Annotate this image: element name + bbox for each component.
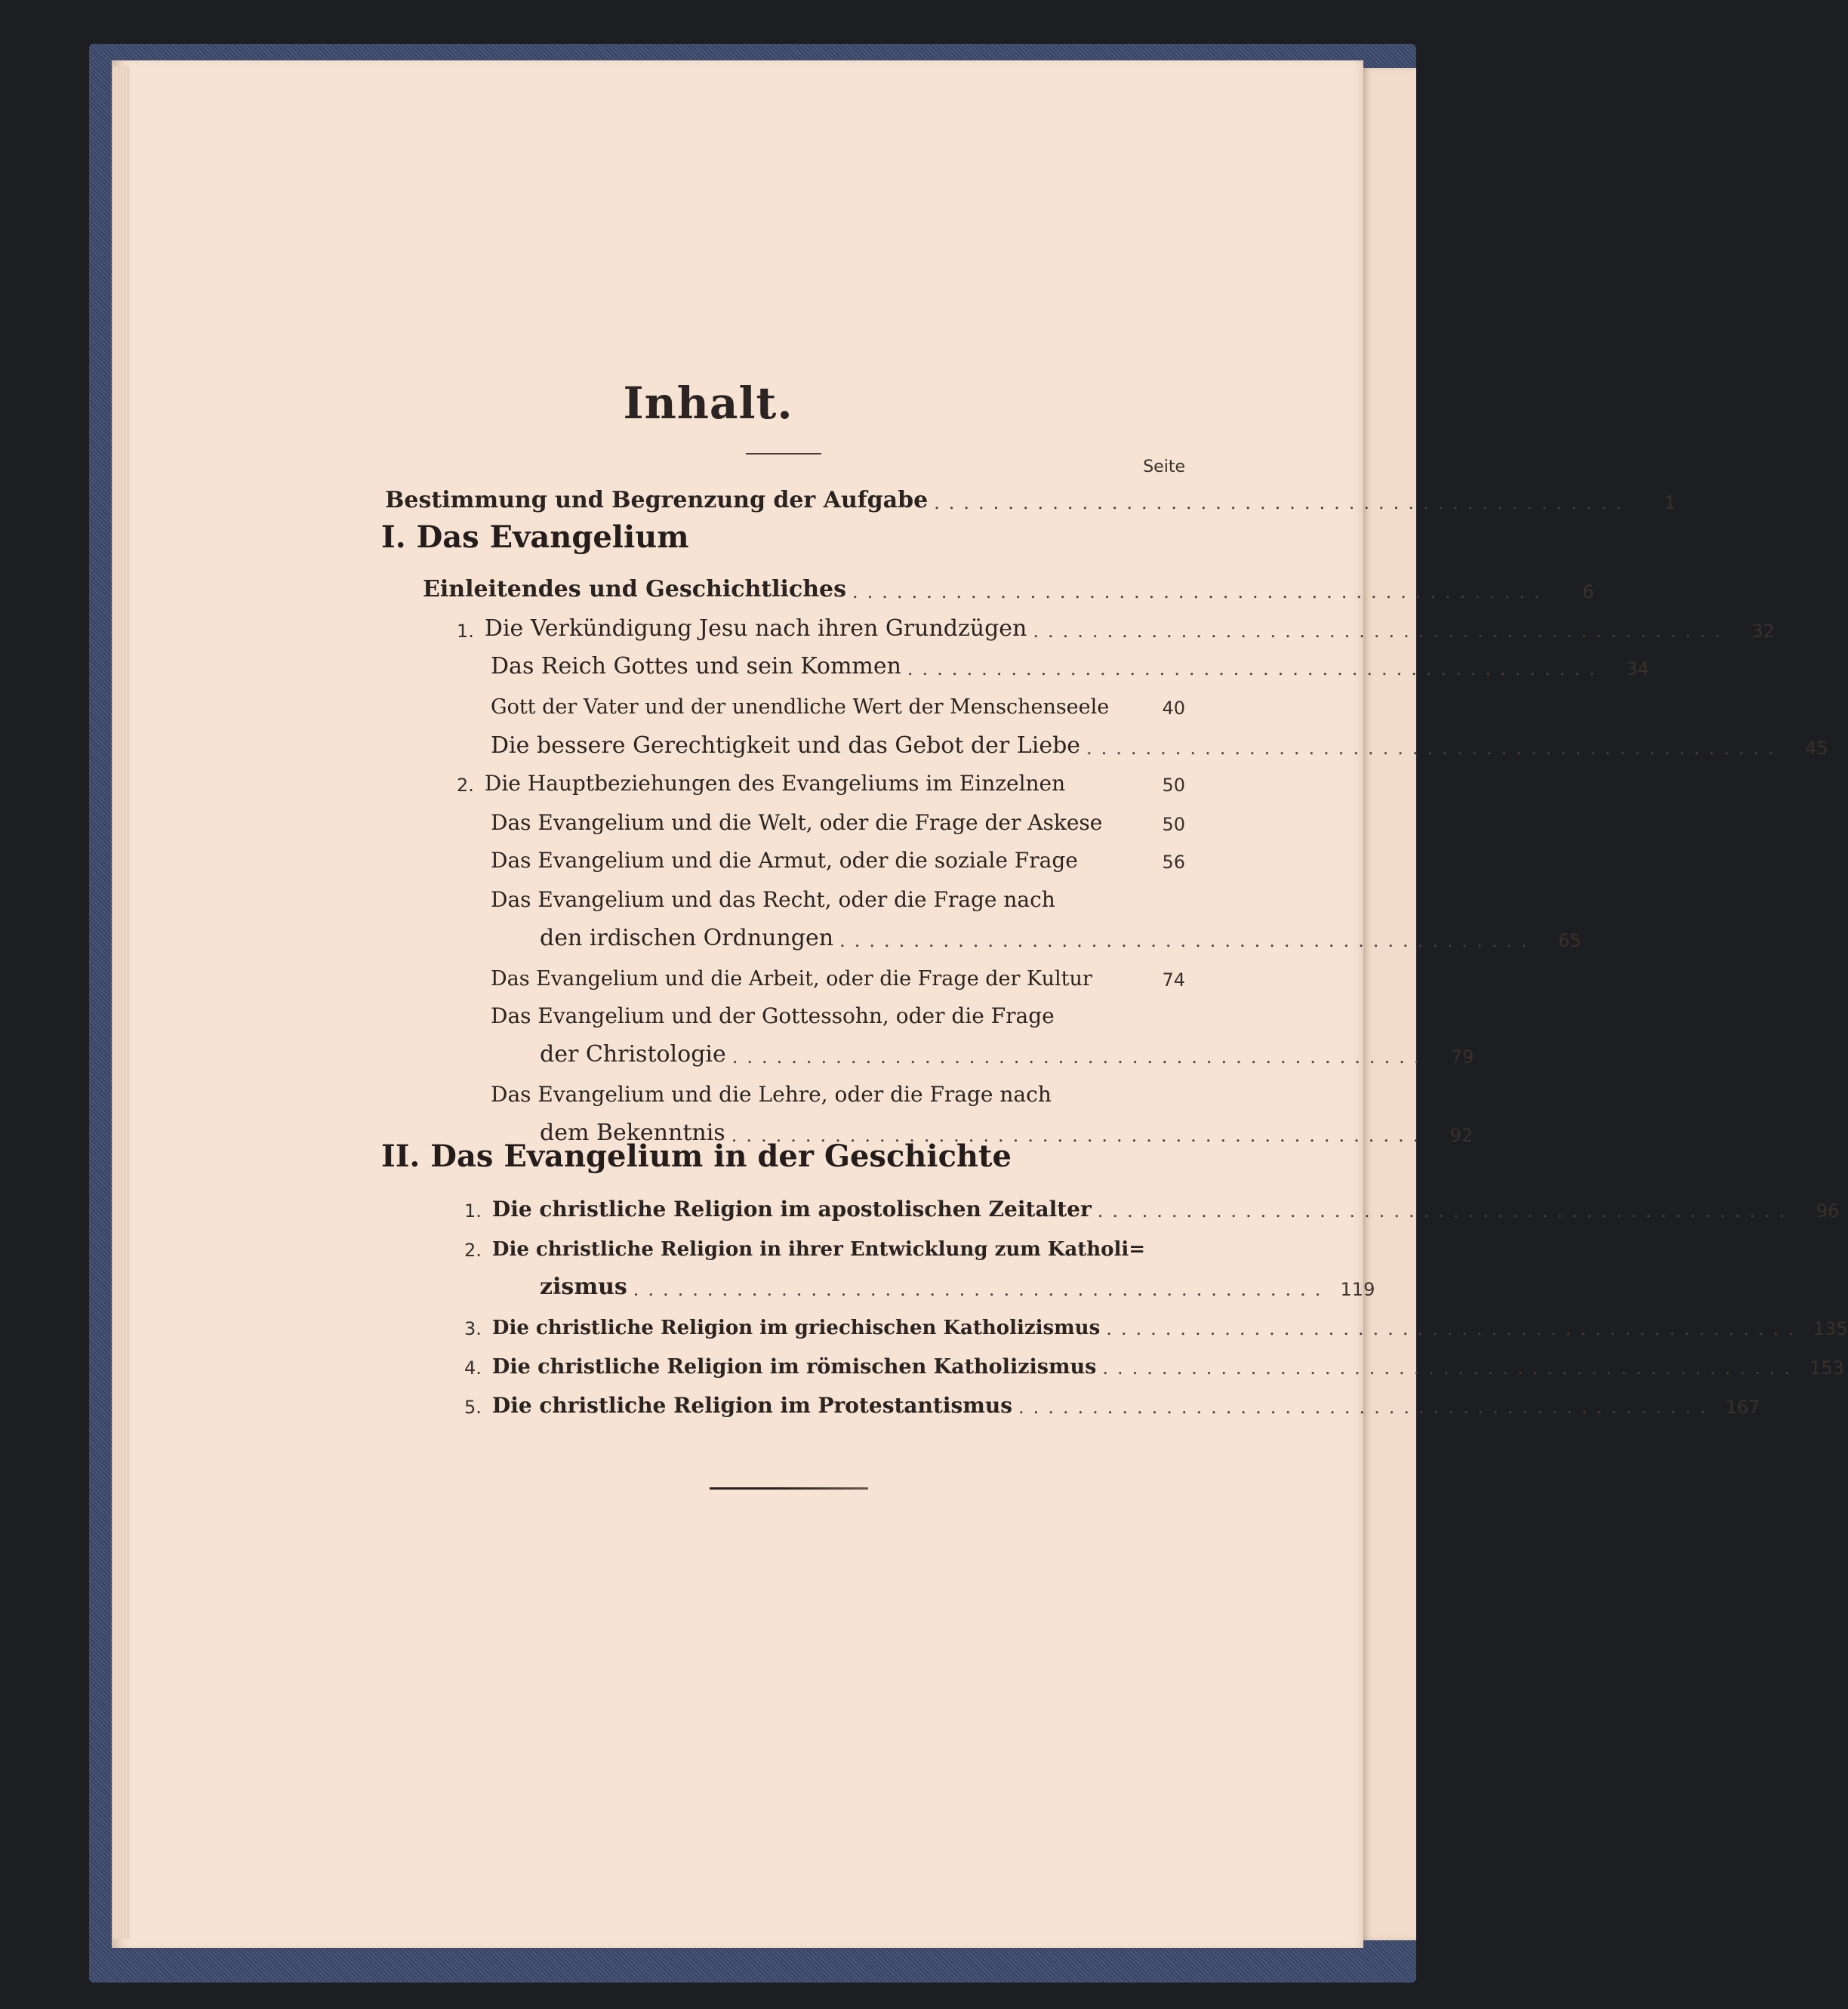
toc-entry-page: 153 [1810,1357,1844,1379]
toc-entry-entwicklung-line1 [464,1223,1185,1261]
toc-entry-recht-line2 [540,914,1582,951]
toc-entry-page: 1 [1664,492,1676,513]
dot-leader: ............................................... [633,1279,1330,1300]
toc-entry-text: der Christologie [540,1041,726,1068]
toc-entry-text: Das Evangelium und die Arbeit, oder die Frage der Kultur [491,967,1092,991]
toc-entry-protestantismus [464,1380,1760,1418]
toc-entry-text: Das Evangelium und der Gottessohn, oder die Frage [491,1003,1055,1028]
toc-entry-page: 135 [1813,1318,1848,1339]
toc-entry-page: 6 [1582,581,1594,602]
toc-entry-hauptbeziehungen [457,758,1185,796]
toc-entry-text: Die Hauptbeziehungen des Evangeliums im Einzelnen [484,771,1066,796]
toc-entry-page: 32 [1751,621,1775,642]
toc-entry-text: den irdischen Ordnungen [540,925,834,951]
toc-entry-page: 34 [1625,658,1649,679]
toc-entry-gott-der-vater [491,681,1185,719]
dot-leader: ............................................... [907,658,1604,679]
toc-entry-page: 56 [1162,852,1185,873]
section-heading-1: I. Das Evangelium [381,519,689,555]
toc-entry-number: 2. [457,775,474,796]
toc-entry-entwicklung-line2 [540,1262,1375,1300]
toc-entry-page: 65 [1558,930,1582,951]
toc-entry-text: Die bessere Gerechtigkeit und das Gebot der Liebe [491,732,1081,759]
toc-entry-text: Das Evangelium und die Armut, oder die soziale Frage [491,848,1078,873]
toc-entry-text: Bestimmung und Begrenzung der Aufgabe [385,487,929,513]
toc-entry-page: 96 [1816,1200,1840,1222]
toc-entry-text: Das Evangelium und die Welt, oder die Frage der Askese [491,810,1103,835]
toc-entry-number: 1. [457,621,474,642]
toc-entry-text: Die christliche Religion im apostolischen Zeitalter [491,1197,1092,1222]
toc-entry-apostolisch [464,1184,1840,1222]
toc-entry-number: 1. [464,1200,482,1222]
toc-entry-text: Die Verkündigung Jesu nach ihren Grundzügen [484,615,1027,642]
toc-entry-page: 74 [1162,969,1185,991]
toc-entry-soziale-frage [491,835,1185,873]
toc-entry-page: 50 [1162,775,1185,796]
dot-leader: ............................................... [839,930,1536,951]
dot-leader: ............................................... [1097,1200,1794,1222]
toc-entry-recht-line1 [491,874,1140,912]
toc-entry-page: 167 [1725,1397,1760,1418]
toc-entry-griechisch [464,1302,1848,1339]
dot-leader: ............................................... [1033,621,1729,642]
toc-entry-bestimmung [385,476,1676,513]
toc-entry-kultur [491,953,1185,991]
toc-entry-text: Die christliche Religion im Protestantismus [491,1393,1012,1418]
toc-entry-text: Einleitendes und Geschichtliches [423,576,847,602]
toc-entry-text: Die christliche Religion im griechischen Katholizismus [491,1317,1101,1339]
toc-entry-text: Das Evangelium und das Recht, oder die Frage nach [491,887,1055,912]
section-heading-2: II. Das Evangelium in der Geschichte [381,1139,1012,1174]
toc-entry-page: 45 [1805,738,1828,759]
closing-rule [710,1487,868,1490]
toc-entry-reich-gottes [491,642,1649,679]
toc-entry-page: 79 [1450,1046,1474,1068]
toc-entry-verkuendigung [457,604,1775,642]
toc-entry-roemisch [464,1341,1844,1379]
toc-entry-text: Die christliche Religion im römischen Katholizismus [491,1355,1097,1379]
toc-entry-einleitendes [423,565,1594,602]
toc-entry-askese [491,797,1185,835]
toc-entry-page: 40 [1162,698,1185,719]
toc-entry-bessere-gerechtigkeit [491,721,1828,759]
toc-entry-page: 92 [1449,1125,1474,1146]
toc-entry-lehre-line1 [491,1069,1140,1107]
toc-entry-gottessohn-line1 [491,991,1140,1028]
dot-leader: ............................................... [732,1046,1429,1068]
dot-leader: ............................................... [1106,1318,1803,1339]
toc-entry-number: 3. [464,1318,482,1339]
dot-leader: ............................................... [852,581,1549,602]
toc-entry-text: Das Reich Gottes und sein Kommen [491,653,901,679]
dot-leader: ............................................... [1086,738,1783,759]
toc-entry-text: dem Bekenntnis [540,1120,725,1146]
toc-entry-number: 5. [464,1397,482,1418]
page-title: Inhalt. [623,377,793,429]
dot-leader: ............................................... [934,492,1631,513]
toc-entry-number: 4. [464,1357,482,1379]
toc-entry-number: 2. [464,1240,482,1261]
toc-entry-text: Gott der Vater und der unendliche Wert der Menschenseele [491,695,1110,719]
dot-leader: ............................................... [1102,1357,1799,1379]
dot-leader: ............................................... [731,1125,1428,1146]
toc-entry-page: 50 [1162,814,1185,835]
toc-entry-text: Das Evangelium und die Lehre, oder die Frage nach [491,1082,1052,1107]
toc-entry-page: 119 [1340,1279,1375,1300]
toc-entry-gottessohn-line2 [540,1030,1474,1068]
page-column-label: Seite [1143,458,1185,476]
toc-entry-text: Die christliche Religion in ihrer Entwicklung zum Katholi= [491,1238,1146,1261]
toc-entry-text: zismus [540,1274,627,1300]
dot-leader: ............................................... [1018,1397,1715,1418]
